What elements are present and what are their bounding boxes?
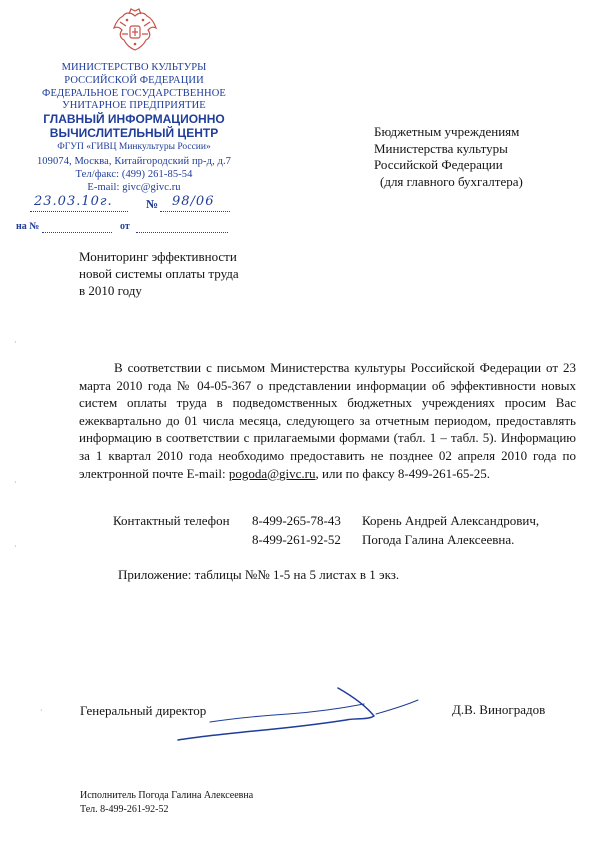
addressee-line4: (для главного бухгалтера) bbox=[380, 173, 523, 189]
executor-phone: Тел. 8-499-261-92-52 bbox=[80, 804, 169, 815]
reply-from-label: от bbox=[120, 221, 130, 232]
contact-label: Контактный телефон bbox=[113, 513, 230, 528]
letterhead-email: E-mail: givc@givc.ru bbox=[87, 182, 181, 193]
contact-person-1: Корень Андрей Александрович, bbox=[362, 513, 540, 528]
letterhead-ministry-line2: РОССИЙСКОЙ ФЕДЕРАЦИИ bbox=[64, 75, 204, 86]
letterhead-address: 109074, Москва, Китайгородский пр-д, д.7 bbox=[36, 156, 232, 167]
letterhead-enterprise-line1: ФЕДЕРАЛЬНОЕ ГОСУДАРСТВЕННОЕ bbox=[42, 88, 226, 99]
reply-to-label: на № bbox=[16, 221, 40, 232]
subject-line2: новой системы оплаты труда bbox=[79, 266, 239, 281]
body-paragraph bbox=[79, 359, 576, 482]
registration-number: 98/06 bbox=[172, 194, 215, 209]
body-email-link[interactable]: pogoda@givc.ru bbox=[228, 465, 316, 481]
letter-subject bbox=[79, 248, 239, 299]
executor-name: Исполнитель Погода Галина Алексеевна bbox=[80, 790, 254, 801]
subject-line3: в 2010 году bbox=[79, 283, 142, 298]
reply-to-number-underline bbox=[42, 232, 112, 233]
addressee bbox=[374, 124, 523, 190]
contact-person-2: Погода Галина Алексеевна. bbox=[362, 532, 515, 547]
letterhead-org-name-line2: ВЫЧИСЛИТЕЛЬНЫЙ ЦЕНТР bbox=[49, 126, 219, 140]
scan-speck: · bbox=[14, 542, 17, 551]
registration-date: 23.03.10г. bbox=[34, 194, 113, 209]
registration-number-label: № bbox=[146, 197, 159, 211]
scan-speck: · bbox=[14, 478, 17, 487]
addressee-line1: Бюджетным учреждениям bbox=[374, 124, 520, 139]
letterhead-enterprise-line2: УНИТАРНОЕ ПРЕДПРИЯТИЕ bbox=[62, 100, 206, 111]
attachment-note: Приложение: таблицы №№ 1-5 на 5 листах в 1 экз. bbox=[118, 567, 400, 582]
contact-phone-2: 8-499-261-92-52 bbox=[252, 532, 341, 547]
letterhead-org-name-line1: ГЛАВНЫЙ ИНФОРМАЦИОННО bbox=[43, 112, 225, 126]
subject-line1: Мониторинг эффективности bbox=[79, 249, 237, 264]
body-text-fax: , или по факсу 8-499-261-65-25. bbox=[315, 465, 490, 481]
addressee-line3: Российской Федерации bbox=[374, 157, 503, 172]
scan-speck: · bbox=[40, 706, 43, 715]
handwritten-signature bbox=[168, 684, 428, 744]
letterhead-org-short-name: ФГУП «ГИВЦ Минкультуры России» bbox=[57, 142, 211, 152]
signature-name: Д.В. Виноградов bbox=[452, 702, 546, 717]
registration-number-underline bbox=[160, 211, 230, 212]
letter-body bbox=[79, 359, 576, 482]
contact-phone-1: 8-499-265-78-43 bbox=[252, 513, 341, 528]
body-text-main: В соответствии с письмом Министерства культуры Российской Федерации от 23 марта 2010 года № 04-05-367 о представлении информации об эффективности новых систем оплаты труда в подведомственных бюджетных учреждениях просим Вас ежеквартально до 01 числа месяца, следующего за отчетным периодом, предоставлять информацию в соответствии с прилагаемыми формами (табл. 1 – табл. 5). Информацию за 1 квартал 2010 года необходимо предоставить не позднее 02 апреля 2010 года по электронной почте E-mail: bbox=[79, 360, 576, 481]
reply-from-date-underline bbox=[136, 232, 228, 233]
addressee-line2: Министерства культуры bbox=[374, 140, 508, 156]
scan-speck: · bbox=[14, 338, 17, 347]
coat-of-arms-icon bbox=[110, 8, 160, 54]
letterhead-ministry-line1: МИНИСТЕРСТВО КУЛЬТУРЫ bbox=[61, 62, 207, 73]
registration-date-underline bbox=[30, 211, 128, 212]
letterhead-phone: Тел/факс: (499) 261-85-54 bbox=[75, 169, 193, 180]
signature-position: Генеральный директор bbox=[80, 703, 207, 718]
